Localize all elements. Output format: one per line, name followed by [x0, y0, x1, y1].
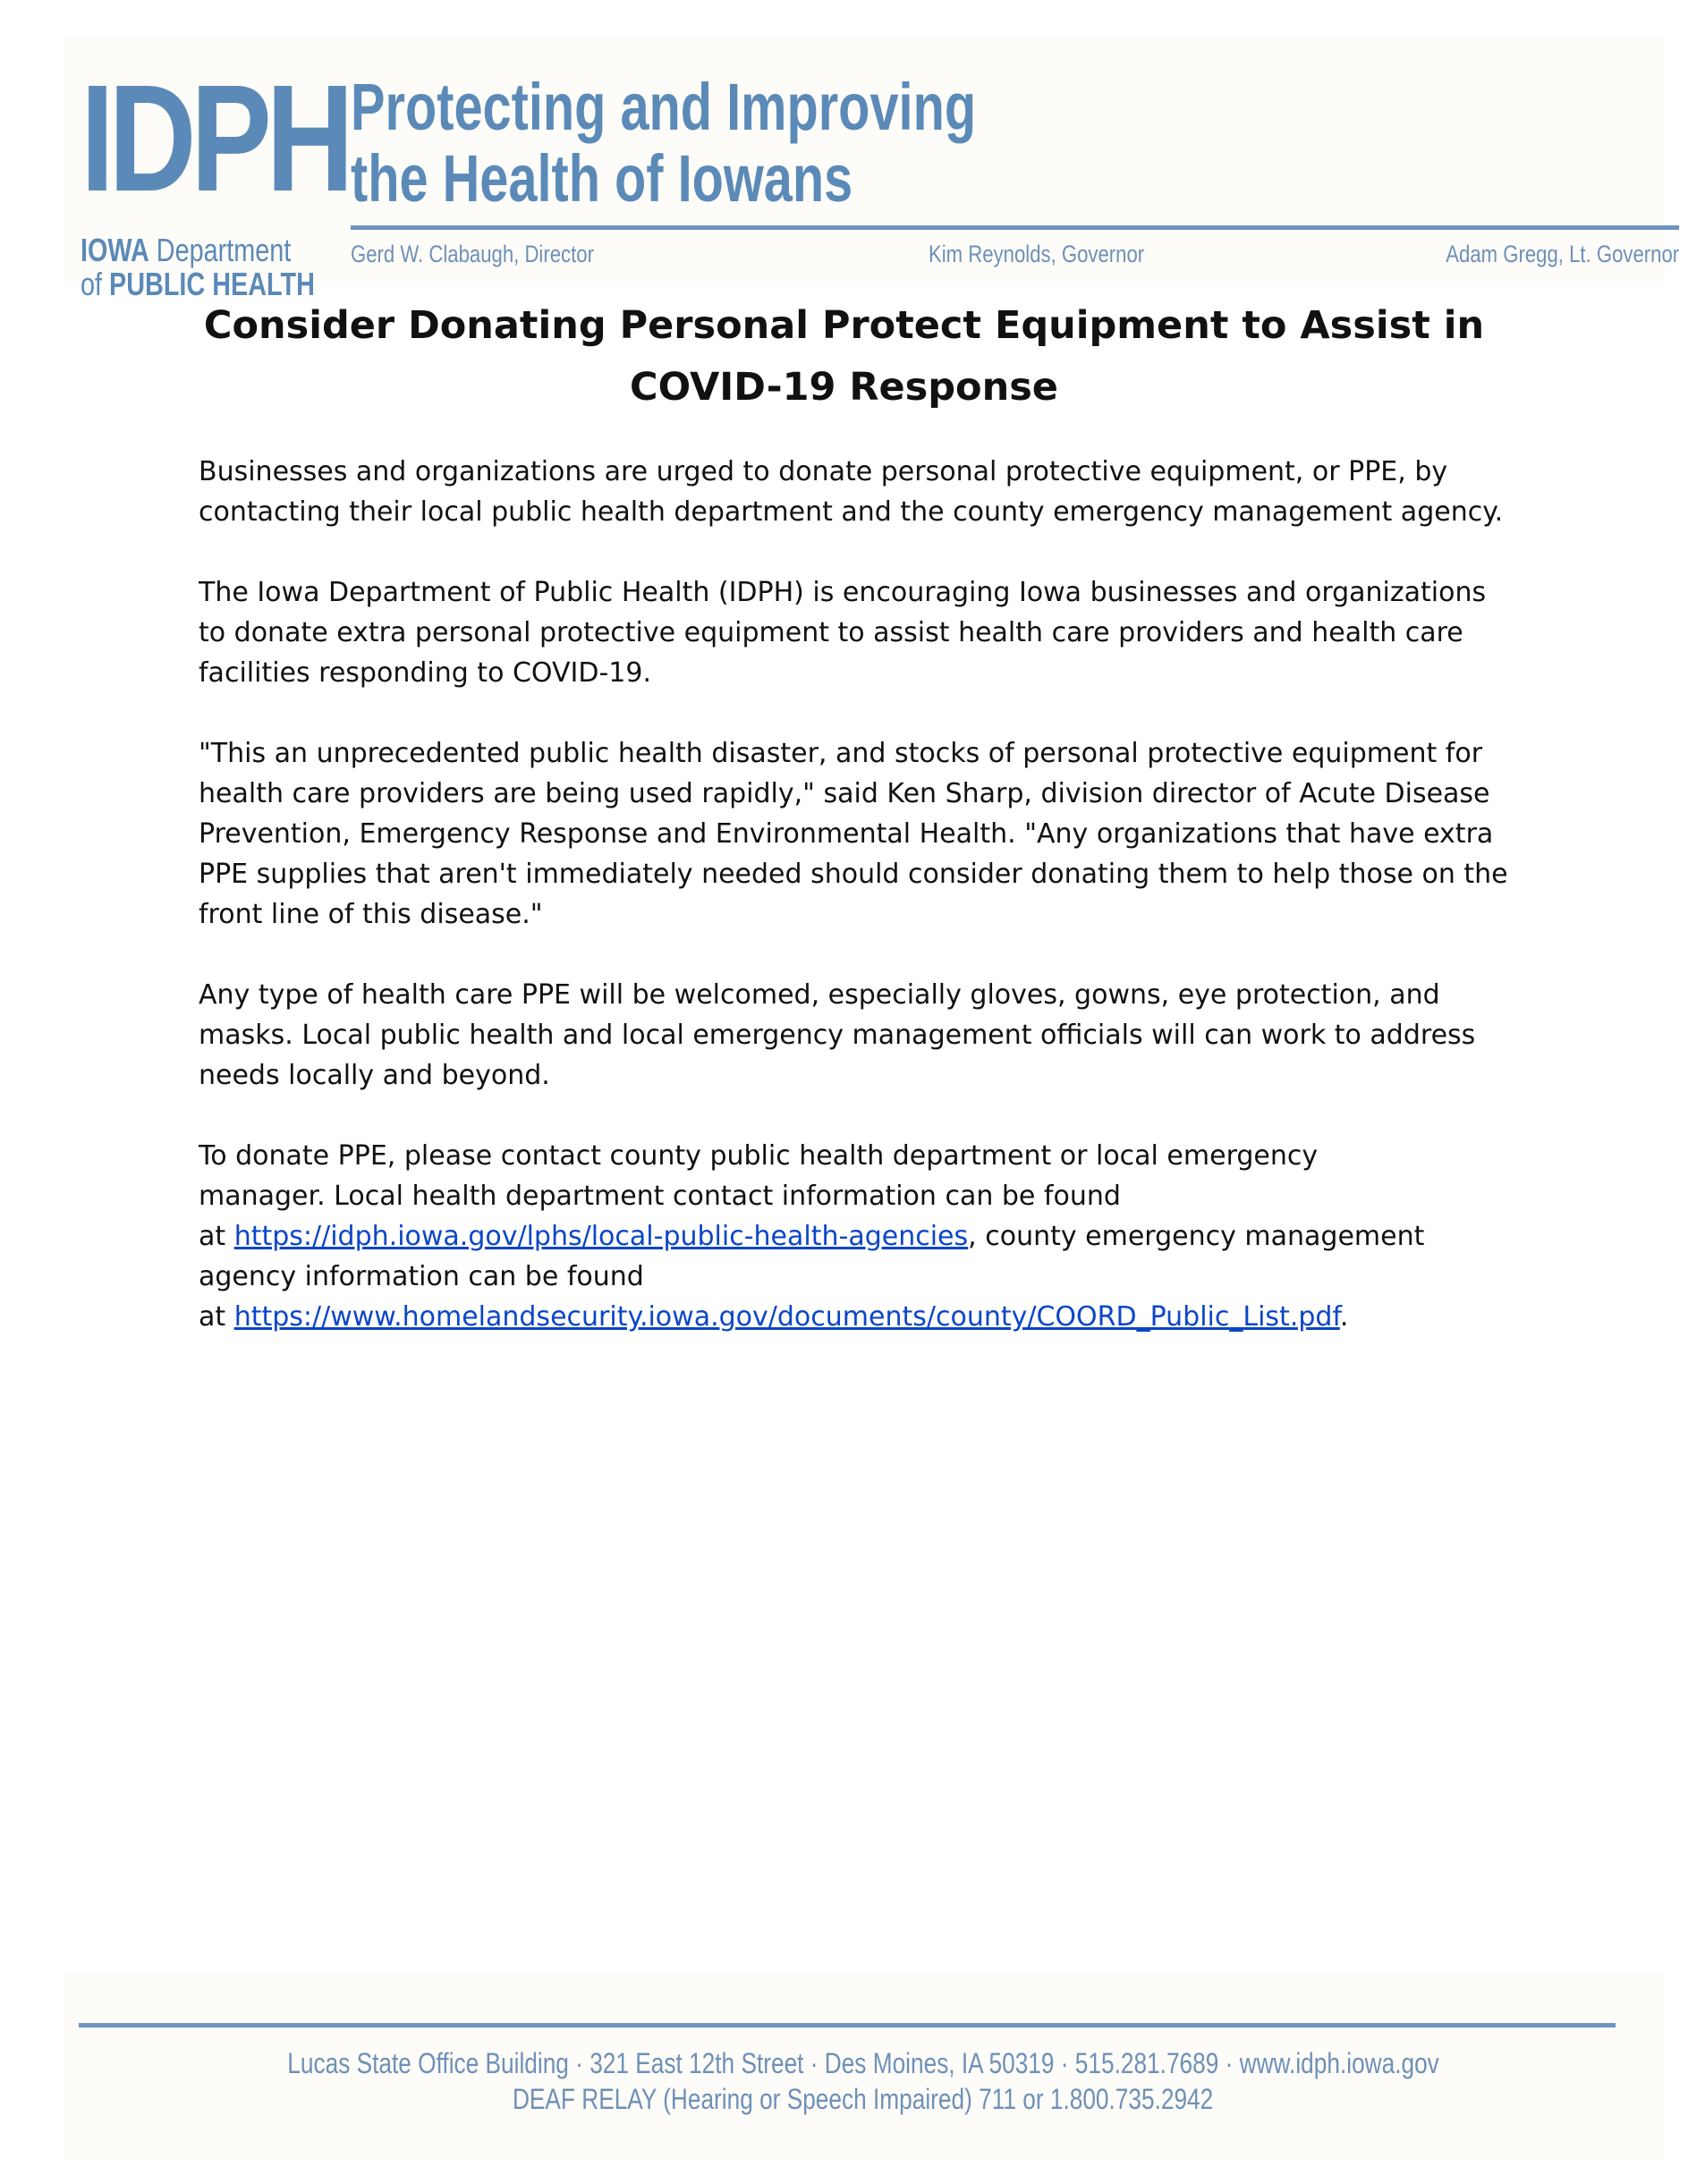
paragraph-5 [199, 1136, 1514, 1337]
paragraph-5-line-2: manager. Local health department contact information can be found [199, 1181, 1121, 1212]
paragraph-1: Businesses and organizations are urged to donate personal protective equipment, or PPE, by contacting their local public health department and the county emergency management agency. [199, 456, 1504, 528]
county-coordinator-list-link[interactable]: https://www.homelandsecurity.iowa.gov/documents/county/COORD_Public_List.pdf [233, 1301, 1340, 1333]
footer-deaf-relay: DEAF RELAY (Hearing or Speech Impaired) 711 or 1.800.735.2942 [513, 2083, 1214, 2115]
paragraph-5-after-link-1: , county emergency management [968, 1221, 1425, 1252]
logo-public-health: PUBLIC HEALTH [109, 266, 315, 302]
idph-logo [81, 54, 367, 304]
paragraph-5-line-1: To donate PPE, please contact county public health department or local emergency [199, 1140, 1319, 1172]
paragraph-5-line-4: agency information can be found [199, 1261, 644, 1292]
officials-row [351, 236, 1679, 272]
letterhead [63, 36, 1679, 302]
paragraph-5-at-2: at [199, 1301, 234, 1333]
director-name: Gerd W. Clabaugh, Director [351, 241, 594, 267]
footer-relay-line [63, 2081, 1664, 2117]
tagline-line-2: the Health of Iowans [351, 141, 853, 216]
paragraph-5-at-1: at [199, 1221, 234, 1252]
document-body [199, 452, 1514, 1377]
document-title [197, 295, 1491, 419]
local-health-agencies-link[interactable]: https://idph.iowa.gov/lphs/local-public-health-agencies [233, 1221, 969, 1252]
footer-address: Lucas State Office Building · 321 East 12th Street · Des Moines, IA 50319 · 515.281.7689 · www.idph.iowa.gov [287, 2047, 1439, 2079]
title-line-1: Consider Donating Personal Protect Equipment to Assist in [203, 303, 1485, 348]
header-divider [351, 225, 1679, 230]
logo-department-line [81, 233, 291, 268]
footer-divider [79, 2023, 1616, 2027]
tagline [351, 72, 976, 215]
paragraph-3: "This an unprecedented public health disaster, and stocks of personal protective equipment for health care providers are being used rapidly," said Ken Sharp, division director of Acute Disease Prevention, Emergency Response and Environmental Health. "Any organizations that have extra PPE supplies that aren't immediately needed should consider donating them to help those on the front line of this disease." [199, 738, 1508, 930]
title-line-2: COVID-19 Response [630, 365, 1058, 410]
paragraph-2: The Iowa Department of Public Health (IDPH) is encouraging Iowa businesses and organizations to donate extra personal protective equipment to assist health care providers and health care facilities responding to COVID-19. [199, 577, 1487, 689]
logo-letters: IDPH [81, 54, 349, 224]
logo-iowa: IOWA [81, 232, 149, 268]
lt-governor-name: Adam Gregg, Lt. Governor [1446, 241, 1679, 267]
logo-department: Department [148, 232, 292, 268]
footer [63, 1972, 1664, 2160]
logo-of: of [81, 266, 110, 302]
footer-address-line [63, 2045, 1664, 2081]
governor-name: Kim Reynolds, Governor [929, 241, 1145, 267]
paragraph-5-end: . [1339, 1301, 1349, 1333]
tagline-line-1: Protecting and Improving [351, 70, 977, 144]
paragraph-4: Any type of health care PPE will be welcomed, especially gloves, gowns, eye protection, and masks. Local public health and local emergency management officials will can work to address needs locally and beyond. [199, 979, 1476, 1091]
